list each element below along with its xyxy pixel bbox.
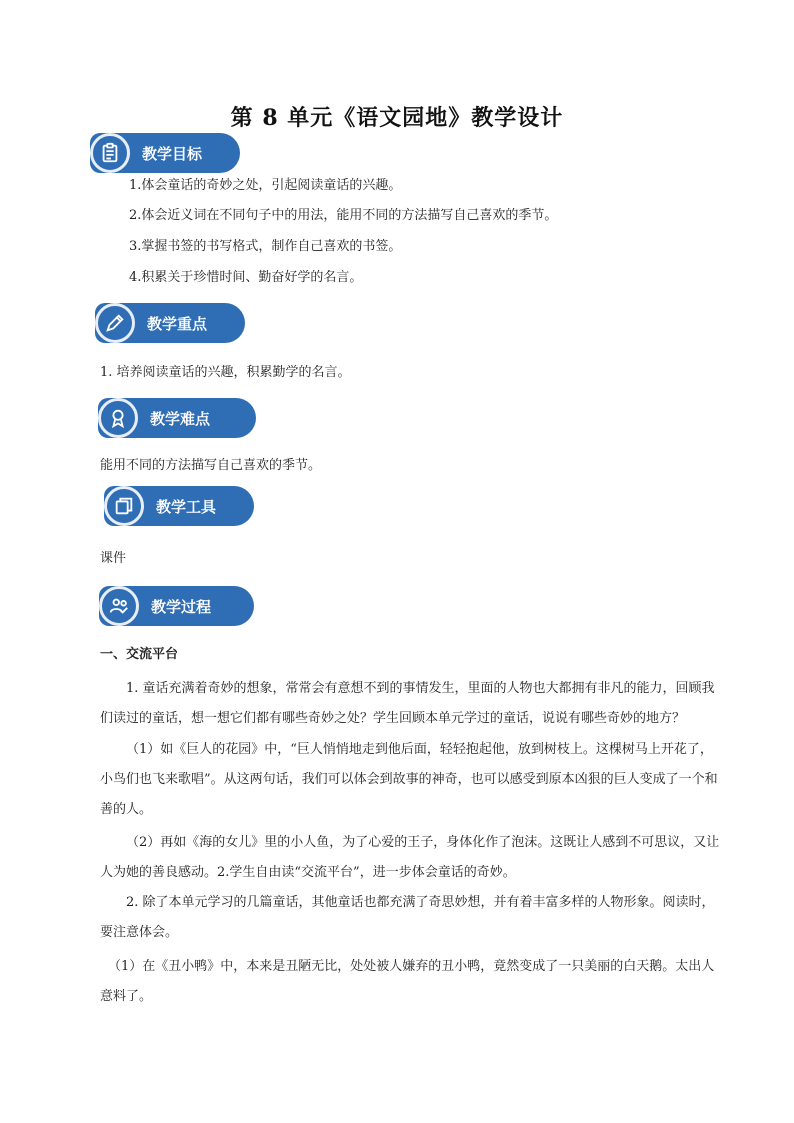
clipboard-icon [90,133,130,173]
section-label: 教学过程 [151,597,212,616]
goal-item-1: 1.体会童话的奇妙之处，引起阅读童话的兴趣。 [129,178,402,193]
section-badge-key-points [95,303,245,343]
process-paragraph-5: （1）在《丑小鸭》中，本来是丑陋无比，处处被人嫌弃的丑小鸭，竟然变成了一只美丽的白天鹅。太出人意料了。 [100,959,715,1004]
tools-text: 课件 [100,551,127,566]
section-badge-difficulties [98,398,256,438]
section-label: 教学难点 [150,409,211,428]
section-label: 教学目标 [142,144,203,163]
process-paragraph-3: （2）再如《海的女儿》里的小人鱼，为了心爱的王子，身体化作了泡沫。这既让人感到不可思议，又让人为她的善良感动。2.学生自由读“交流平台”，进一步体会童话的奇妙。 [100,835,720,880]
folder-stack-icon [104,486,144,526]
goal-item-3: 3.掌握书签的书写格式，制作自己喜欢的书签。 [129,239,402,254]
difficulties-text: 能用不同的方法描写自己喜欢的季节。 [100,458,322,473]
people-check-icon [99,586,139,626]
process-paragraph-1: 1. 童话充满着奇妙的想象，常常会有意想不到的事情发生，里面的人物也大都拥有非凡的能力，回顾我们读过的童话，想一想它们都有哪些奇妙之处？学生回顾本单元学过的童话，说说有哪些奇妙的地方？ [100,681,715,726]
section-badge-process [99,586,254,626]
page-title: 第 8 单元《语文园地》教学设计 [230,105,564,131]
section-label: 教学工具 [156,497,217,516]
section-badge-goals [90,133,240,173]
goal-item-4: 4.积累关于珍惜时间、勤奋好学的名言。 [129,270,363,285]
pencil-icon [95,303,135,343]
award-ribbon-icon [98,398,138,438]
process-paragraph-4: 2. 除了本单元学习的几篇童话，其他童话也都充满了奇思妙想，并有着丰富多样的人物形象。阅读时，要注意体会。 [100,895,715,940]
key-points-text: 1. 培养阅读童话的兴趣，积累勤学的名言。 [100,365,351,380]
goal-item-2: 2.体会近义词在不同句子中的用法，能用不同的方法描写自己喜欢的季节。 [129,208,558,223]
process-heading: 一、交流平台 [100,647,179,662]
section-badge-tools [104,486,254,526]
section-label: 教学重点 [147,314,208,333]
process-paragraph-2: （1）如《巨人的花园》中，“巨人悄悄地走到他后面，轻轻抱起他，放到树枝上。这棵树马上开花了，小鸟们也飞来歌唱”。从这两句话，我们可以体会到故事的神奇，也可以感受到原本凶狠的巨人变成了一个和善的人。 [100,742,718,817]
